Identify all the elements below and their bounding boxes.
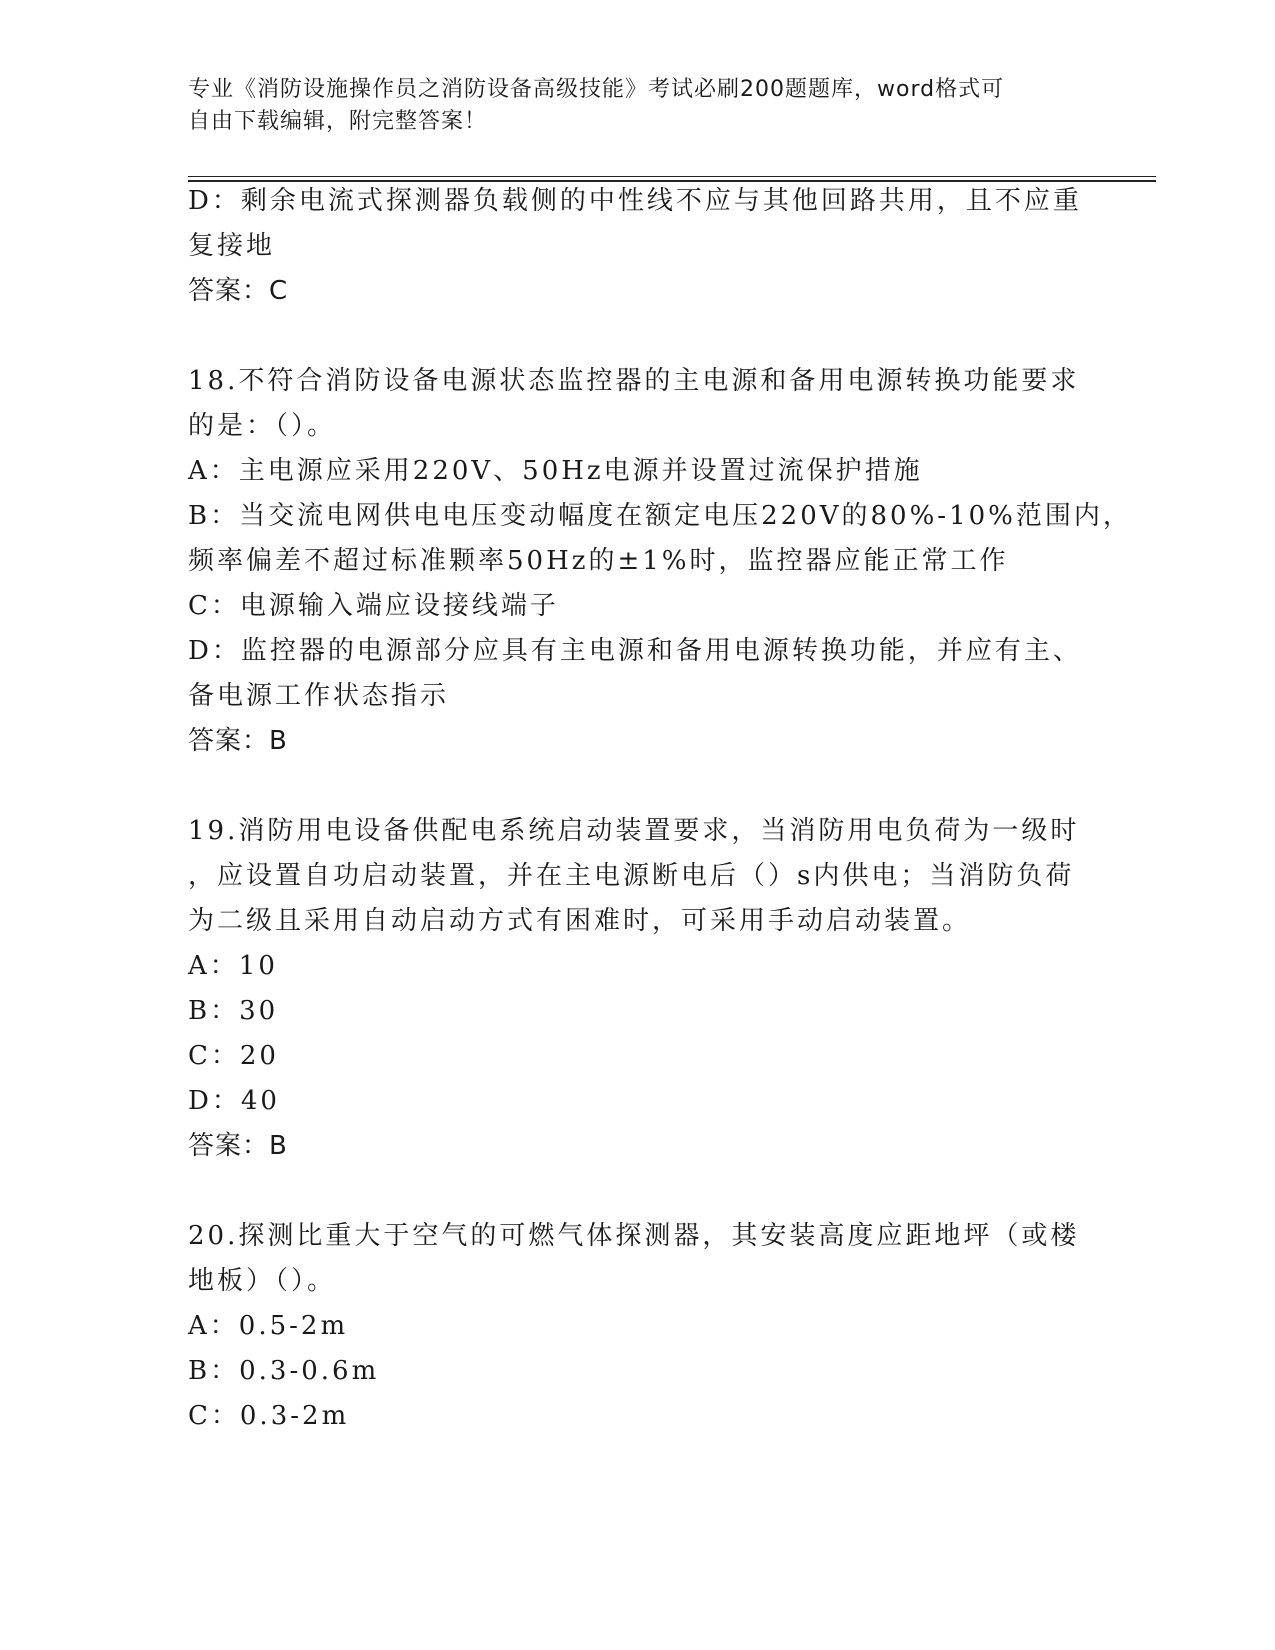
header-line: 专业《消防设施操作员之消防设备高级技能》考试必刷200题题库，word格式可 xyxy=(188,77,1005,102)
option-d: 备电源工作状态指示 xyxy=(188,681,450,711)
answer: 答案：C xyxy=(188,276,289,306)
option-b: 频率偏差不超过标准颗率50Hz的±1%时，监控器应能正常工作 xyxy=(188,546,1009,576)
option-d: D：监控器的电源部分应具有主电源和备用电源转换功能，并应有主、 xyxy=(188,636,1082,666)
option-b: B：0.3-0.6m xyxy=(188,1356,380,1386)
spacer xyxy=(188,314,1088,359)
option-a: A：0.5-2m xyxy=(188,1311,349,1341)
answer: 答案：B xyxy=(188,726,288,756)
question-18 xyxy=(188,359,1132,764)
header-divider xyxy=(188,176,1156,177)
option-b: B：当交流电网供电电压变动幅度在额定电压220V的80%-10%范围内， xyxy=(188,501,1132,531)
question-19 xyxy=(188,809,1088,1169)
question-stem: 20.探测比重大于空气的可燃气体探测器，其安装高度应距地坪（或楼 xyxy=(188,1221,1080,1251)
option-d: D：剩余电流式探测器负载侧的中性线不应与其他回路共用，且不应重 xyxy=(188,186,1082,216)
question-list xyxy=(188,179,1132,1439)
question-stem: 的是：（）。 xyxy=(188,411,337,441)
page-header xyxy=(188,74,1088,138)
answer: 答案：B xyxy=(188,1131,288,1161)
option-a: A：10 xyxy=(188,951,278,981)
question-20 xyxy=(188,1214,1088,1439)
question-stem: 地板）（）。 xyxy=(188,1266,337,1296)
spacer xyxy=(188,764,1088,809)
question-stem: 18.不符合消防设备电源状态监控器的主电源和备用电源转换功能要求 xyxy=(188,366,1080,396)
header-line: 自由下载编辑，附完整答案！ xyxy=(188,109,488,134)
option-d: 复接地 xyxy=(188,231,276,261)
question-17-tail xyxy=(188,179,1088,314)
option-c: C：0.3-2m xyxy=(188,1401,350,1431)
option-c: C：20 xyxy=(188,1041,279,1071)
option-a: A：主电源应采用220V、50Hz电源并设置过流保护措施 xyxy=(188,456,923,486)
option-c: C：电源输入端应设接线端子 xyxy=(188,591,559,621)
question-stem: 19.消防用电设备供配电系统启动装置要求，当消防用电负荷为一级时 xyxy=(188,816,1080,846)
option-d: D：40 xyxy=(188,1086,280,1116)
question-stem: ，应设置自功启动装置，并在主电源断电后（）s内供电；当消防负荷 xyxy=(188,861,1075,891)
option-b: B：30 xyxy=(188,996,279,1026)
question-stem: 为二级且采用自动启动方式有困难时，可采用手动启动装置。 xyxy=(188,906,972,936)
spacer xyxy=(188,1169,1088,1214)
